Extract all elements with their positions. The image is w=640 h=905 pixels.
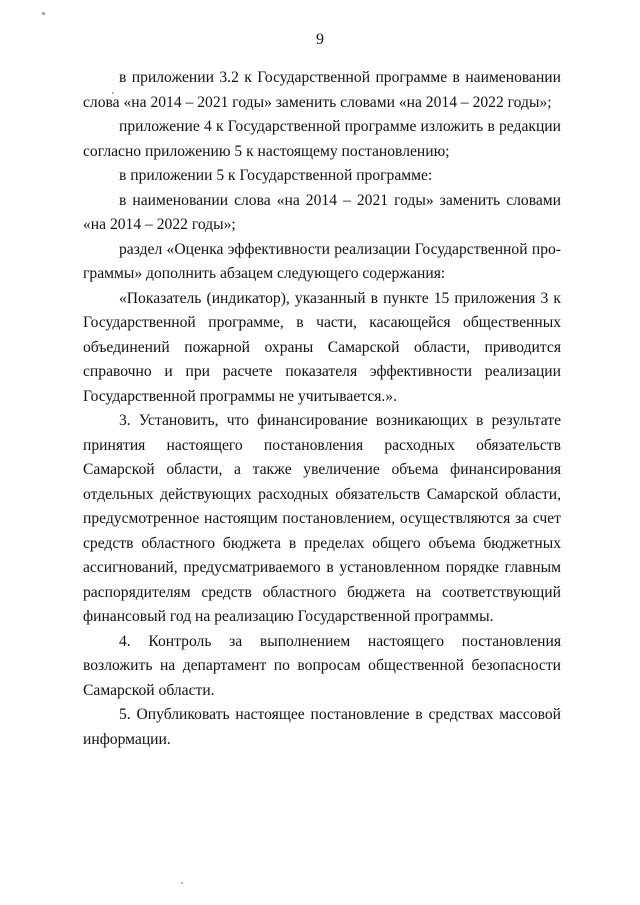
paragraph: в наименовании слова «на 2014 – 2021 годы» заменить словами «на 2014 – 2022 годы»; <box>83 191 561 233</box>
paragraph: в приложении 5 к Государственной программе: <box>119 167 433 184</box>
page-number: 9 <box>316 31 324 48</box>
paragraph: раздел «Оценка эффективности реализации Государственной программы» дополнить абзацем следующего содержания: <box>83 240 561 282</box>
scan-speck <box>42 12 45 15</box>
paragraph: приложение 4 к Государственной программе изложить в редакции согласно приложению 5 к настоящему постановлению; <box>83 118 561 160</box>
scan-speck <box>181 882 183 884</box>
paragraph: «Показатель (индикатор), указанный в пункте 15 приложения 3 к Государственной программе, в части, касающейся общественных объединений пожарной охраны Самарской области, приводится справочно и при расчете показателя эффективности реализации Государственной программы не учитывается.». <box>83 289 561 405</box>
paragraph: 3. Установить, что финансирование возникающих в результате принятия настоящего постановления расходных обязательств Самарской области, а также увеличение объема финансирования отдельных действующих расходных обязательств Самарской области, предусмотренное настоящим постановлением, осуществляются за счет средств областного бюджета в пределах общего объема бюджетных ассигнований, предусматриваемого в установленном порядке главным распорядителям средств областного бюджета на соответствующий финансовый год на реализацию Государственной программы. <box>83 412 561 625</box>
paragraph: 5. Опубликовать настоящее постановление в средствах массовой информации. <box>83 706 561 748</box>
document-body <box>83 66 561 752</box>
paragraph: в приложении 3.2 к Государственной программе в наименовании слова «на 2014 – 2021 годы» заменить словами «на 2014 – 2022 годы»; <box>83 69 561 111</box>
paragraph: 4. Контроль за выполнением настоящего постановления возложить на департамент по вопросам общественной безопасности Самарской области. <box>83 632 561 699</box>
